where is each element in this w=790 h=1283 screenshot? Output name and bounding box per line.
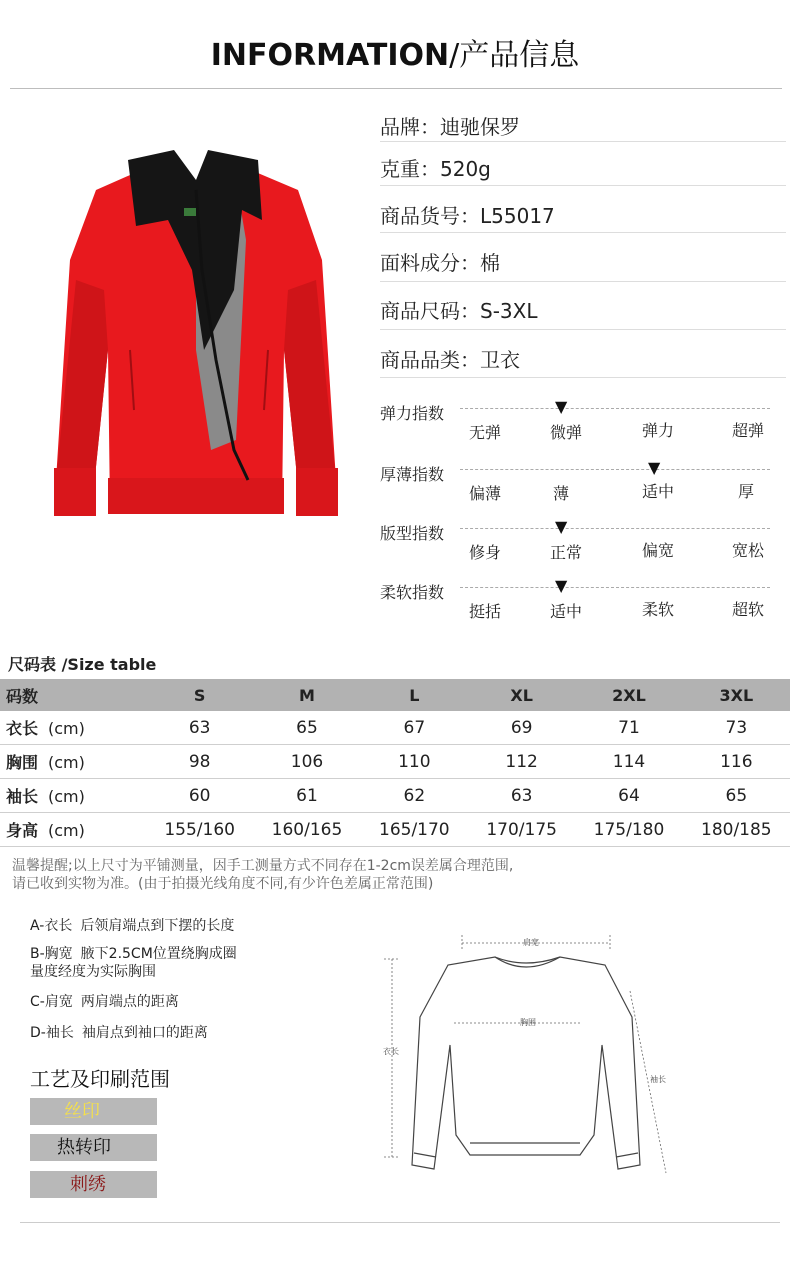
spec-fabric: 面料成分：棉 <box>380 251 500 275</box>
index-option: 偏宽 <box>641 541 674 560</box>
size-col-header: 2XL <box>575 679 682 711</box>
table-cell: 170/175 <box>468 813 575 847</box>
table-cell: 67 <box>361 711 468 745</box>
diagram-label-chest: 胸围 <box>520 1018 536 1027</box>
size-header-label: 码数 <box>0 679 146 711</box>
table-cell: 110 <box>361 745 468 779</box>
craft-item-heat-transfer: 热转印 <box>30 1134 157 1161</box>
title-cn: /产品信息 <box>449 38 580 73</box>
spec-divider <box>380 232 786 233</box>
table-cell: 112 <box>468 745 575 779</box>
table-cell: 165/170 <box>361 813 468 847</box>
title-divider <box>10 88 782 89</box>
table-cell: 116 <box>683 745 790 779</box>
index-option: 薄 <box>552 484 569 503</box>
selected-marker-icon: ▼ <box>555 576 568 595</box>
spec-divider <box>380 281 786 282</box>
table-cell: 73 <box>683 711 790 745</box>
spec-weight: 克重：520g <box>380 157 491 181</box>
table-cell: 64 <box>575 779 682 813</box>
table-row <box>0 745 790 779</box>
table-cell: 106 <box>253 745 360 779</box>
index-option: 超弹 <box>731 421 764 440</box>
measurement-def-sleeve: D-袖长 袖肩点到袖口的距离 <box>30 1025 208 1041</box>
index-option: 挺括 <box>468 602 501 621</box>
index-label: 厚薄指数 <box>380 465 445 484</box>
row-label: 身高 (cm) <box>0 813 146 847</box>
craft-item-embroidery: 刺绣 <box>30 1171 157 1198</box>
index-scale-line <box>460 408 770 409</box>
note-line: 请已收到实物为准。(由于拍摄光线角度不同,有少许色差属正常范围) <box>12 876 434 892</box>
table-cell: 71 <box>575 711 682 745</box>
measurement-def-shoulder: C-肩宽 两肩端点的距离 <box>30 994 179 1010</box>
spec-divider <box>380 141 786 142</box>
row-label: 胸围 (cm) <box>0 745 146 779</box>
index-label: 弹力指数 <box>380 404 445 423</box>
table-cell: 61 <box>253 779 360 813</box>
index-scale-line <box>460 469 770 470</box>
row-label: 衣长 (cm) <box>0 711 146 745</box>
index-scale-line <box>460 528 770 529</box>
index-option: 微弹 <box>549 423 582 442</box>
table-cell: 65 <box>253 711 360 745</box>
index-option: 柔软 <box>641 600 674 619</box>
measurement-def-chest: B-胸宽 腋下2.5CM位置绕胸成圈 量度经度为实际胸围 <box>30 946 237 980</box>
table-cell: 175/180 <box>575 813 682 847</box>
index-option: 弹力 <box>641 421 674 440</box>
table-row <box>0 779 790 813</box>
table-cell: 160/165 <box>253 813 360 847</box>
measurement-note <box>12 857 772 893</box>
title-en: INFORMATION <box>210 38 450 73</box>
size-col-header: S <box>146 679 253 711</box>
size-table <box>0 679 790 847</box>
diagram-label-sleeve: 袖长 <box>650 1075 666 1084</box>
index-option: 适中 <box>641 482 674 501</box>
table-cell: 98 <box>146 745 253 779</box>
footer-divider <box>20 1222 780 1223</box>
index-option: 偏薄 <box>468 484 501 503</box>
measurement-def-length: A-衣长 后领肩端点到下摆的长度 <box>30 918 235 934</box>
table-row <box>0 813 790 847</box>
table-cell: 62 <box>361 779 468 813</box>
index-option: 宽松 <box>731 541 764 560</box>
spec-divider <box>380 377 786 378</box>
index-option: 厚 <box>737 482 754 501</box>
table-cell: 69 <box>468 711 575 745</box>
index-label: 柔软指数 <box>380 583 445 602</box>
index-option: 修身 <box>468 543 501 562</box>
selected-marker-icon: ▼ <box>555 397 568 416</box>
size-table-title: 尺码表 /Size table <box>8 655 157 674</box>
index-label: 版型指数 <box>380 524 445 543</box>
spec-divider <box>380 185 786 186</box>
table-row <box>0 711 790 745</box>
craft-title: 工艺及印刷范围 <box>30 1067 170 1091</box>
size-col-header: XL <box>468 679 575 711</box>
diagram-label-shoulder: 肩宽 <box>523 938 539 947</box>
index-option: 超软 <box>731 600 764 619</box>
selected-marker-icon: ▼ <box>648 458 661 477</box>
note-line: 温馨提醒;以上尺寸为平铺测量，因手工测量方式不同存在1-2cm误差属合理范围, <box>12 858 514 874</box>
table-cell: 65 <box>683 779 790 813</box>
selected-marker-icon: ▼ <box>555 517 568 536</box>
index-scale-line <box>460 587 770 588</box>
spec-divider <box>380 329 786 330</box>
index-option: 正常 <box>549 543 582 562</box>
index-option: 适中 <box>549 602 582 621</box>
spec-item-number: 商品货号：L55017 <box>380 204 555 228</box>
table-cell: 114 <box>575 745 682 779</box>
craft-item-silkscreen: 丝印 <box>30 1098 157 1125</box>
size-col-header: M <box>253 679 360 711</box>
table-cell: 155/160 <box>146 813 253 847</box>
jacket-product-image <box>36 150 356 522</box>
sweatshirt-diagram <box>370 925 680 1195</box>
page-title <box>0 30 790 74</box>
table-cell: 63 <box>468 779 575 813</box>
index-option: 无弹 <box>468 423 501 442</box>
spec-size-range: 商品尺码：S-3XL <box>380 299 538 323</box>
size-col-header: L <box>361 679 468 711</box>
spec-category: 商品品类：卫衣 <box>380 348 520 372</box>
diagram-label-length: 衣长 <box>383 1047 399 1056</box>
table-cell: 180/185 <box>683 813 790 847</box>
table-cell: 60 <box>146 779 253 813</box>
size-col-header: 3XL <box>683 679 790 711</box>
size-table-header <box>0 679 790 711</box>
table-cell: 63 <box>146 711 253 745</box>
row-label: 袖长 (cm) <box>0 779 146 813</box>
spec-brand: 品牌：迪驰保罗 <box>380 115 520 139</box>
